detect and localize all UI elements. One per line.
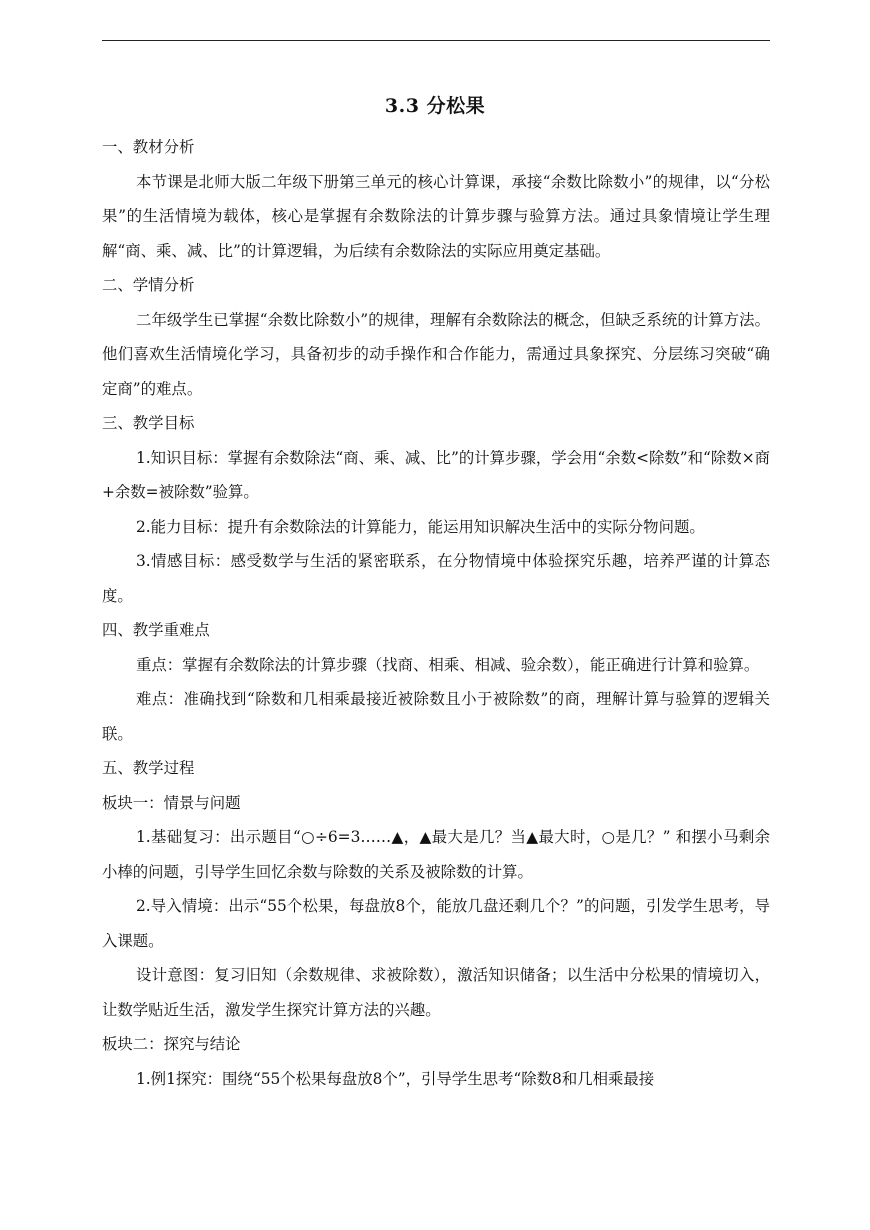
- section-heading: 三、教学目标: [102, 414, 195, 432]
- body-paragraph: 1.例1探究：围绕“55个松果每盘放8个”，引导学生思考“除数8和几相乘最接: [136, 1069, 655, 1088]
- section-heading: 板块二：探究与结论: [102, 1035, 241, 1053]
- body-paragraph: 二年级学生已掌握“余数比除数小”的规律，理解有余数除法的概念，但缺乏系统的计算方法。他们喜欢生活情境化学习，具备初步的动手操作和合作能力，需通过具象探究、分层练习突破“确定商”的难点。: [102, 310, 770, 398]
- body-paragraph: 重点：掌握有余数除法的计算步骤（找商、相乘、相减、验余数），能正确进行计算和验算。: [136, 655, 760, 674]
- section-heading: 板块一：情景与问题: [102, 793, 241, 812]
- section-heading: 一、教材分析: [102, 138, 195, 156]
- body-paragraph: 2.能力目标：提升有余数除法的计算能力，能运用知识解决生活中的实际分物问题。: [136, 517, 705, 536]
- body-paragraph: 3.情感目标：感受数学与生活的紧密联系，在分物情境中体验探究乐趣，培养严谨的计算态度。: [102, 552, 770, 605]
- body-paragraph: 1.知识目标：掌握有余数除法“商、乘、减、比”的计算步骤，学会用“余数<除数”和“除数×商+余数=被除数”验算。: [102, 448, 770, 501]
- body-paragraph: 难点：准确找到“除数和几相乘最接近被除数且小于被除数”的商，理解计算与验算的逻辑关联。: [102, 690, 770, 743]
- body-paragraph: 设计意图：复习旧知（余数规律、求被除数），激活知识储备；以生活中分松果的情境切入，让数学贴近生活，激发学生探究计算方法的兴趣。: [102, 966, 770, 1019]
- section-heading: 二、学情分析: [102, 276, 195, 294]
- section-heading: 四、教学重难点: [102, 621, 210, 639]
- header-rule: [102, 40, 770, 41]
- body-paragraph: 2.导入情境：出示“55个松果，每盘放8个，能放几盘还剩几个？”的问题，引发学生思考，导入课题。: [102, 897, 770, 950]
- document-body: [102, 130, 770, 1096]
- body-paragraph: 本节课是北师大版二年级下册第三单元的核心计算课，承接“余数比除数小”的规律，以“分松果”的生活情境为载体，核心是掌握有余数除法的计算步骤与验算方法。通过具象情境让学生理解“商、乘、减、比”的计算逻辑，为后续有余数除法的实际应用奠定基础。: [102, 172, 770, 260]
- section-heading: 五、教学过程: [102, 759, 195, 777]
- body-paragraph: 1.基础复习：出示题目“○÷6=3……▲，▲最大是几？当▲最大时，○是几？” 和摆小马剩余小棒的问题，引导学生回忆余数与除数的关系及被除数的计算。: [102, 828, 770, 881]
- page-title: 3.3 分松果: [384, 95, 486, 117]
